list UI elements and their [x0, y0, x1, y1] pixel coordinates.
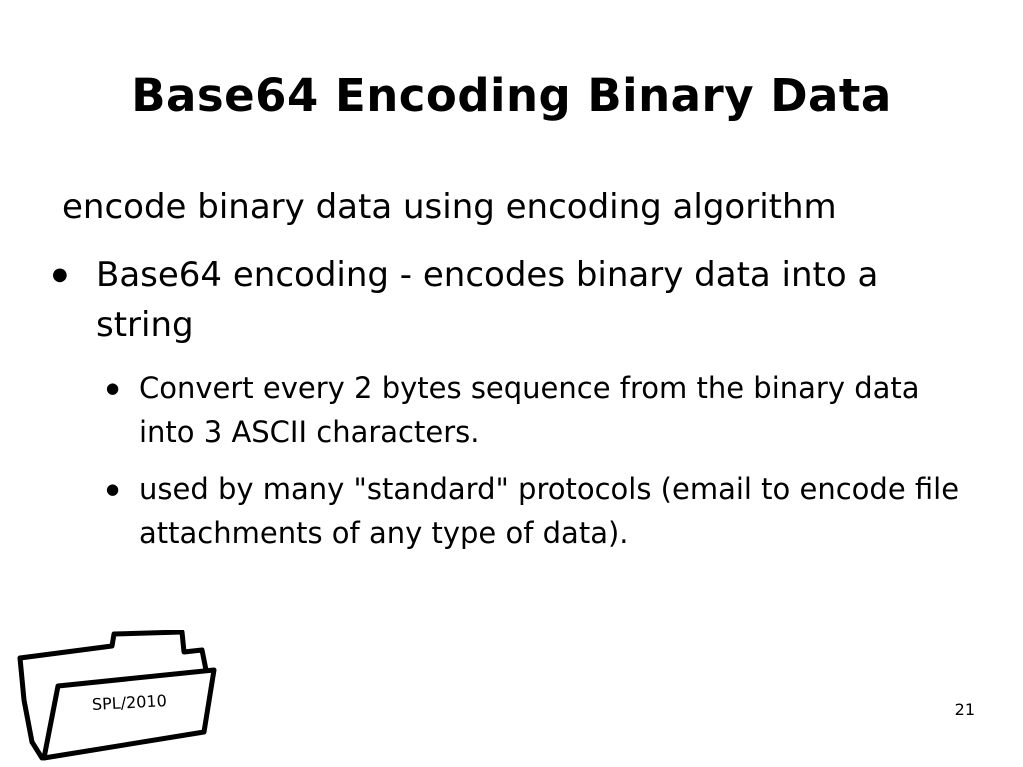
page-number: 21	[954, 700, 975, 719]
sub-bullet-item	[106, 366, 966, 454]
sub-bullet-text: used by many "standard" protocols (email to encode file attachments of any type of data).	[139, 472, 960, 550]
slide-title: Base64 Encoding Binary Data	[131, 69, 892, 122]
bullet-dot-icon: ●	[106, 379, 120, 397]
sub-bullet-item	[106, 467, 966, 555]
bullet-dot-icon: ●	[106, 480, 120, 498]
bullet-text: Base64 encoding - encodes binary data into a string	[96, 255, 879, 345]
sub-bullet-text: Convert every 2 bytes sequence from the binary data into 3 ASCII characters.	[139, 371, 920, 449]
intro-text: encode binary data using encoding algorithm	[62, 187, 837, 227]
bullet-dot-icon: ●	[52, 264, 68, 285]
footer-label: SPL/2010	[91, 691, 168, 714]
bullet-item	[52, 250, 972, 350]
